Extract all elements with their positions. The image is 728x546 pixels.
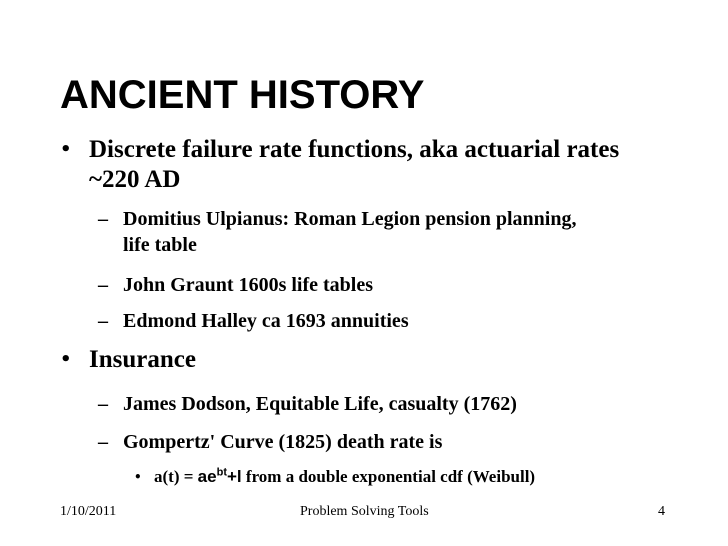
formula-prefix: a(t) = <box>154 467 198 486</box>
sub-bullet-item-2 <box>98 272 603 298</box>
footer-page-number: 4 <box>658 504 665 519</box>
dash-icon: – <box>98 431 108 453</box>
sub-bullet-text: James Dodson, Equitable Life, casualty (1762) <box>123 393 517 415</box>
sub-bullet-item-3 <box>98 308 603 334</box>
sub-bullet-item-5 <box>98 429 603 455</box>
footer-date: 1/10/2011 <box>60 504 117 519</box>
dash-icon: – <box>98 274 108 296</box>
dash-icon: – <box>98 208 108 230</box>
bullet-text: Insurance <box>89 346 196 373</box>
formula-lambda: l <box>236 467 242 486</box>
bullet-dot-icon: • <box>60 349 72 370</box>
dash-icon: – <box>98 393 108 415</box>
sub-bullet-text: Gompertz' Curve (1825) death rate is <box>123 431 443 453</box>
formula-coefficient: ae <box>197 467 217 486</box>
gompertz-formula <box>154 466 535 488</box>
sub-bullet-text: Domitius Ulpianus: Roman Legion pension planning, life table <box>123 208 577 256</box>
formula-plus: + <box>226 467 237 486</box>
sub-sub-bullet-item <box>134 466 535 488</box>
bullet-item-2 <box>60 345 649 375</box>
footer-title: Problem Solving Tools <box>300 504 429 519</box>
bullet-item-1 <box>60 135 649 195</box>
bullet-dot-icon: • <box>134 470 142 484</box>
bullet-text: Discrete failure rate functions, aka actuarial rates ~220 AD <box>89 136 620 193</box>
sub-bullet-item-1 <box>98 206 603 258</box>
sub-bullet-text: John Graunt 1600s life tables <box>123 274 374 296</box>
sub-bullet-item-4 <box>98 391 603 417</box>
formula-suffix: from a double exponential cdf (Weibull) <box>241 467 536 486</box>
dash-icon: – <box>98 310 108 332</box>
formula-exponent: bt <box>216 466 227 479</box>
slide-title: ANCIENT HISTORY <box>60 73 425 117</box>
bullet-dot-icon: • <box>60 139 72 160</box>
sub-bullet-text: Edmond Halley ca 1693 annuities <box>123 310 409 332</box>
